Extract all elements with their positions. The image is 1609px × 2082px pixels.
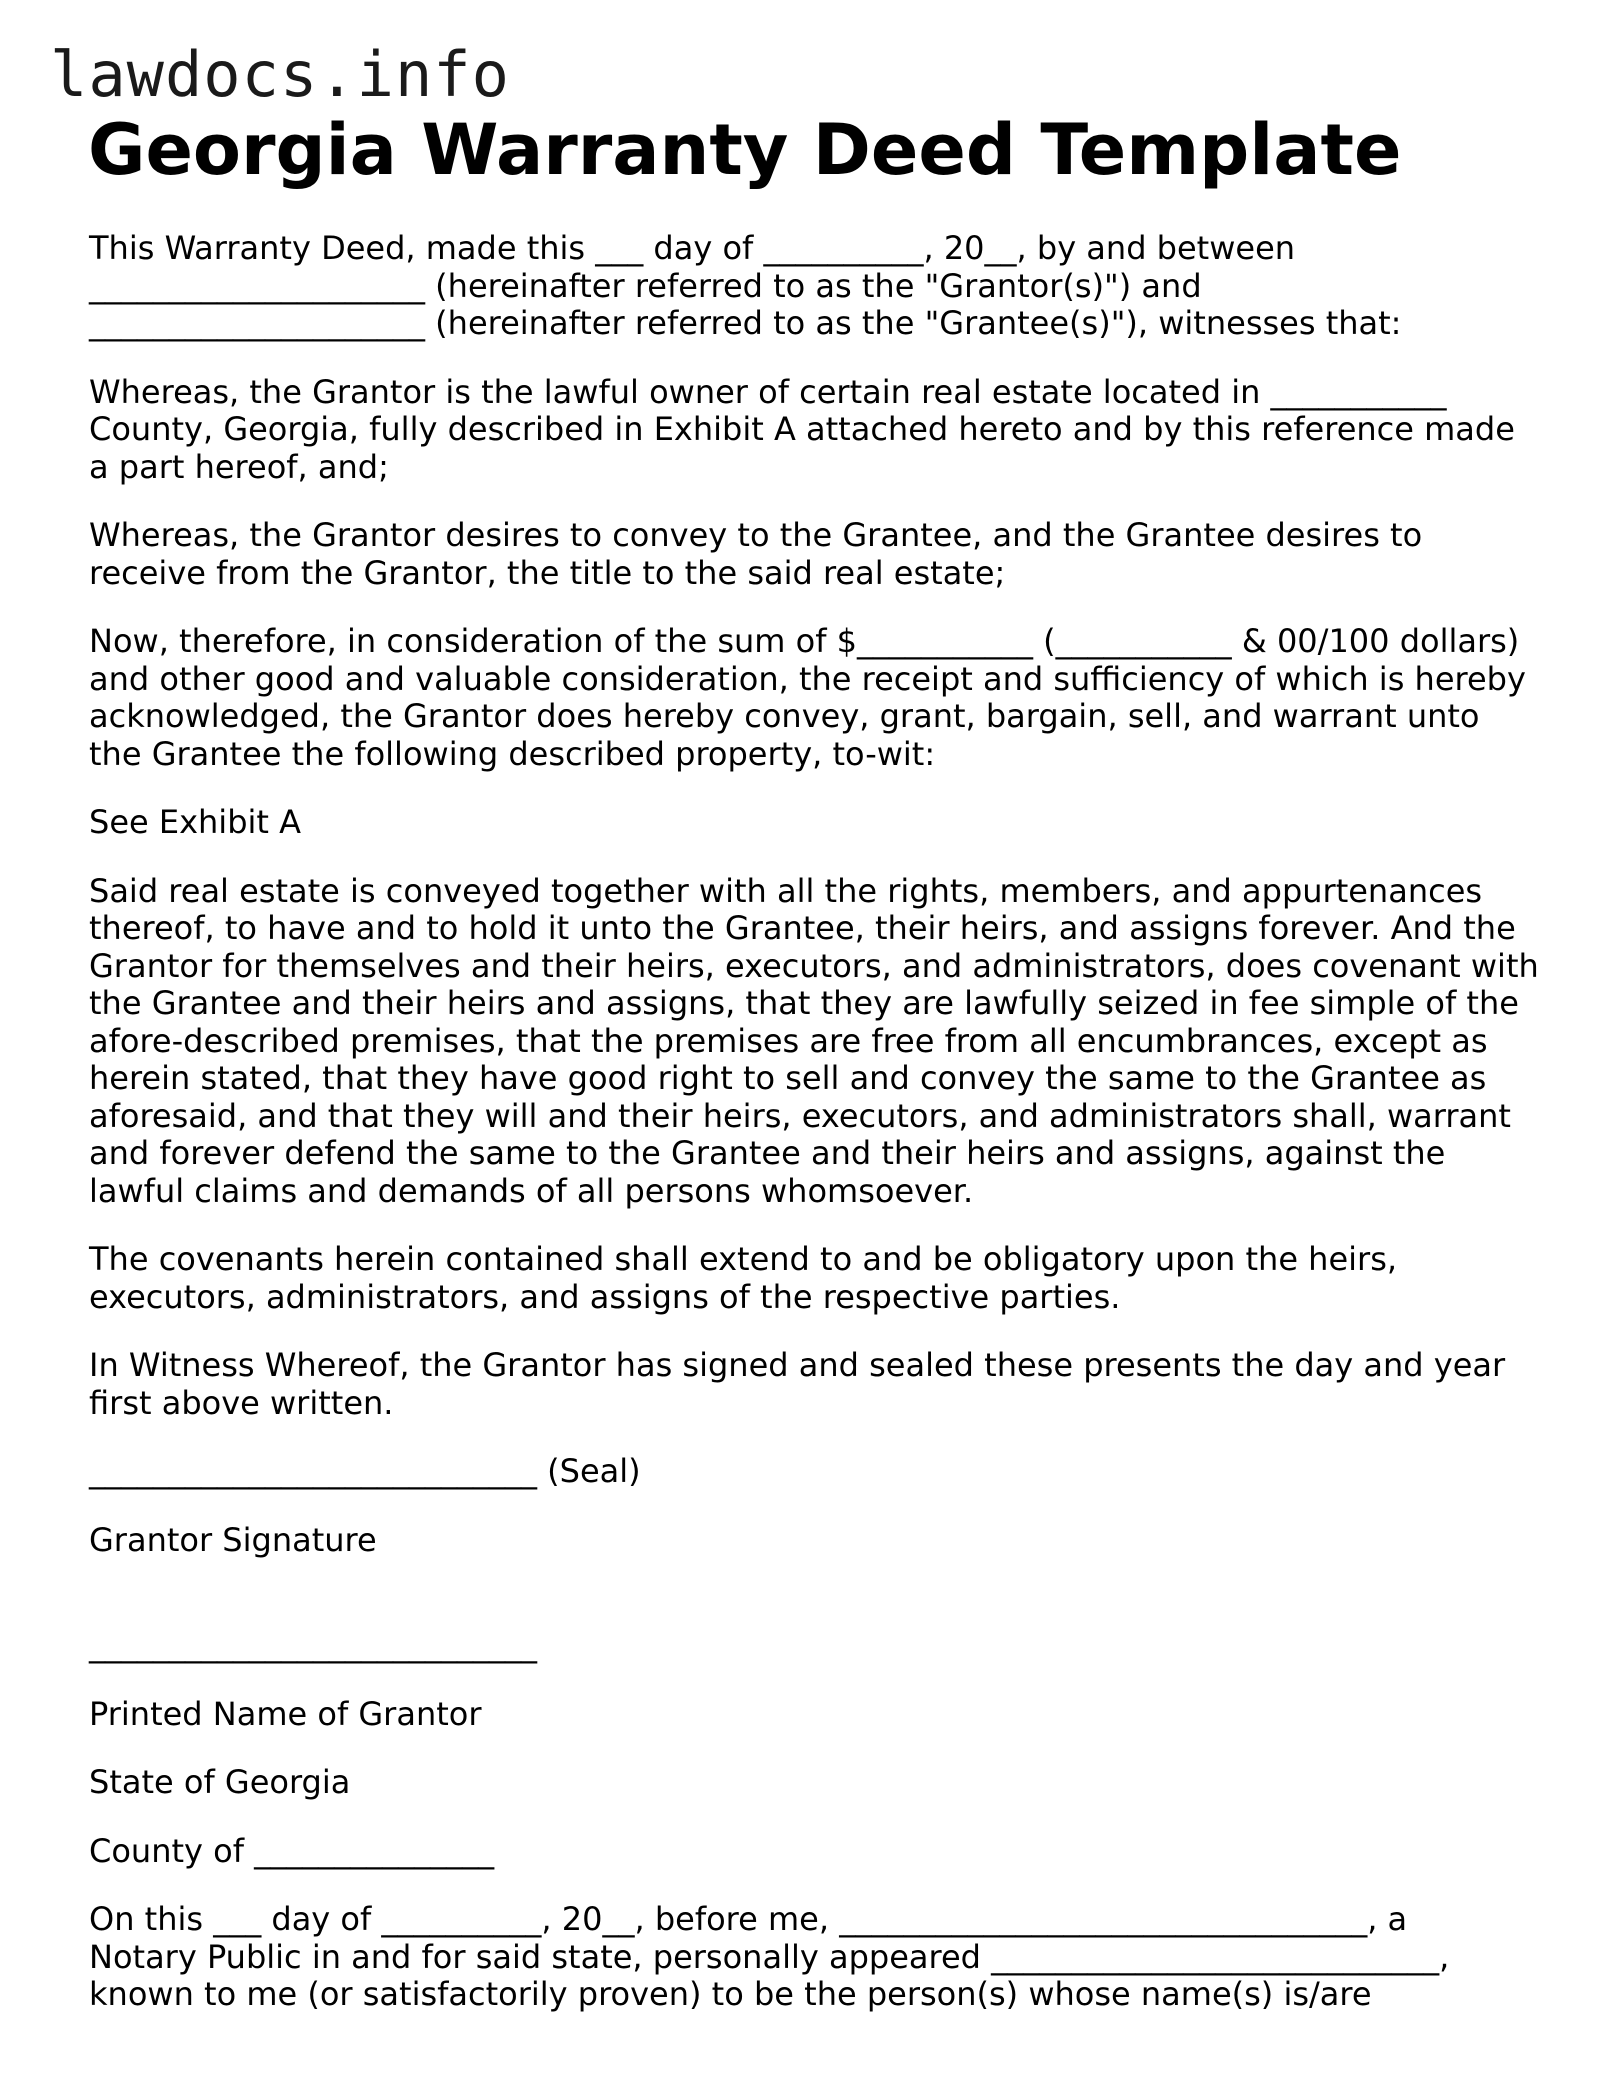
intro-paragraph [89,230,1539,343]
site-watermark: lawdocs.info [50,38,510,111]
whereas-convey-paragraph: Whereas, the Grantor desires to convey to the Grantee, and the Grantee desires to receive from the Grantor, the title to the said real estate; [89,516,1423,592]
grantor-seal-line: ____________________________ (Seal) [89,1452,641,1490]
see-exhibit-line: See Exhibit A [89,803,301,841]
document-title: Georgia Warranty Deed Template [88,109,1402,191]
covenants-paragraph: The covenants herein contained shall extend to and be obligatory upon the heirs, executors, administrators, and assigns of the respective parties. [89,1240,1398,1316]
notary-state: State of Georgia [89,1763,351,1801]
notary-line-2: Notary Public in and for said state, personally appeared ____________________________, [89,1937,1450,1976]
notary-county: County of _______________ [89,1831,495,1870]
printed-name-label: Printed Name of Grantor [89,1694,482,1733]
whereas-owner-paragraph: Whereas, the Grantor is the lawful owner of certain real estate located in ___________ County, Georgia, fully described in Exhibit A attached hereto and by this reference made a part hereof, and; [89,372,1515,486]
intro-line-2: _____________________ (hereinafter referred to as the "Grantor(s)") and [89,266,1202,305]
witness-paragraph: In Witness Whereof, the Grantor has signed and sealed these presents the day and year first above written. [89,1346,1506,1422]
consideration-paragraph: Now, therefore, in consideration of the sum of $___________ (___________ & 00/100 dollars) and other good and valuable consideration, the receipt and sufficiency of which is hereby acknowledged, the Grantor does hereby convey, grant, bargain, sell, and warrant unto the Grantee the following described property, to-wit: [89,622,1526,773]
grantor-signature-label: Grantor Signature [89,1520,377,1559]
conveyance-covenant-paragraph: Said real estate is conveyed together with all the rights, members, and appurtenances thereof, to have and to hold it unto the Grantee, their heirs, and assigns forever. And the Grantor for themselves and their heirs, executors, and administrators, does covenant with the Grantee and their heirs and assigns, that they are lawfully seized in fee simple of the afore-described premises, that the premises are free from all encumbrances, except as herein stated, that they have good right to sell and convey the same to the Grantee as aforesaid, and that they will and their heirs, executors, and administrators shall, warrant and forever defend the same to the Grantee and their heirs and assigns, against the lawful claims and demands of all persons whomsoever. [89,871,1539,1210]
notary-line-3: known to me (or satisfactorily proven) to be the person(s) whose name(s) is/are [89,1975,1372,2013]
printed-name-line: ____________________________ [89,1626,537,1664]
notary-line-1: On this ___ day of __________, 20__, before me, _________________________________, a [89,1900,1408,1938]
notary-acknowledgment [89,1901,1539,2014]
intro-line-3: _____________________ (hereinafter referred to as the "Grantee(s)"), witnesses that: [89,304,1402,342]
intro-line-1: This Warranty Deed, made this ___ day of __________, 20__, by and between [89,229,1296,267]
document-body [89,230,1539,2014]
